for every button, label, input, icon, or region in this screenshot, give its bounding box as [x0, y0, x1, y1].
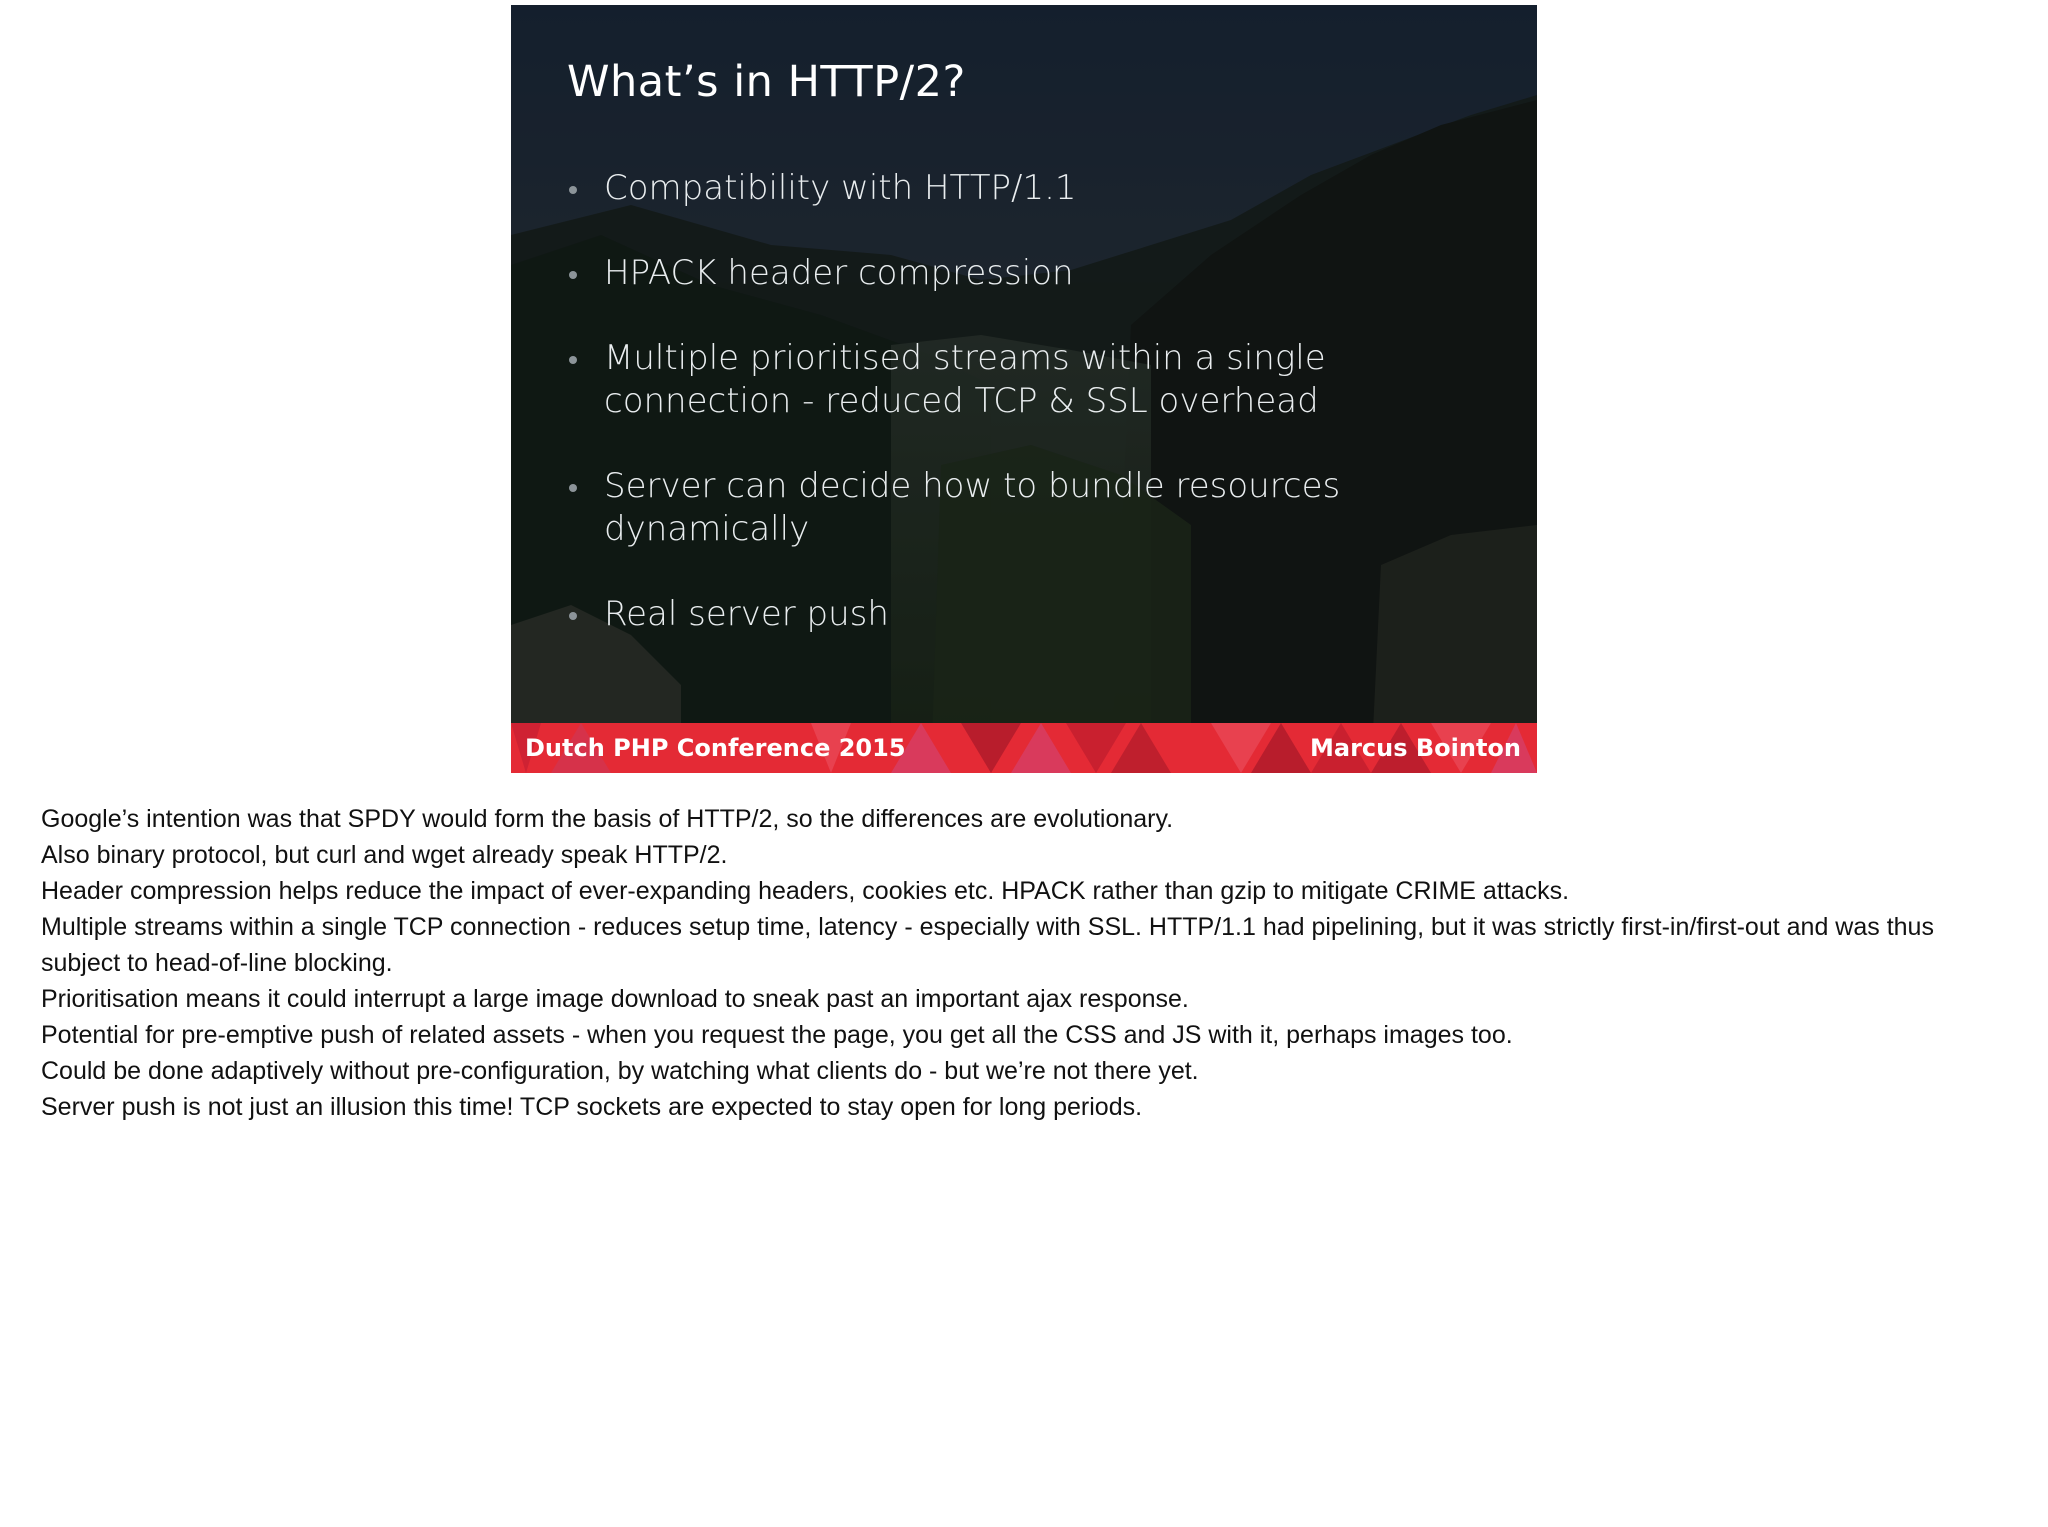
speaker-note-line: Multiple streams within a single TCP connection - reduces setup time, latency - especially with SSL. HTTP/1.1 had pipelining, but it was strictly first-in/first-out and was thus subject to head-of-line blocking.	[41, 913, 1934, 977]
bullet-item	[567, 252, 1467, 295]
bullet-dot-icon	[569, 356, 577, 364]
speaker-note-line: Header compression helps reduce the impact of ever-expanding headers, cookies etc. HPACK rather than gzip to mitigate CRIME attacks.	[41, 877, 1570, 905]
bullet-item	[567, 593, 1467, 636]
slide-title: What’s in HTTP/2?	[567, 57, 966, 107]
footer-conference-name: Dutch PHP Conference 2015	[525, 734, 906, 762]
speaker-note-line: Google’s intention was that SPDY would form the basis of HTTP/2, so the differences are evolutionary.	[41, 805, 1174, 833]
bullet-item	[567, 465, 1364, 551]
bullet-text: Real server push	[604, 594, 889, 634]
bullet-dot-icon	[569, 271, 577, 279]
speaker-notes	[41, 801, 2016, 1125]
bullet-dot-icon	[569, 612, 577, 620]
bullet-dot-icon	[569, 186, 577, 194]
bullet-text: HPACK header compression	[604, 253, 1074, 293]
presentation-slide	[511, 5, 1537, 773]
bullet-item	[567, 337, 1364, 423]
conference-footer-band	[511, 723, 1537, 773]
bullet-text: Multiple prioritised streams within a single connection - reduced TCP & SSL overhead	[604, 338, 1326, 421]
bullet-text: Server can decide how to bundle resources dynamically	[604, 466, 1341, 549]
speaker-note-line: Also binary protocol, but curl and wget already speak HTTP/2.	[41, 841, 728, 869]
speaker-note-line: Potential for pre-emptive push of related assets - when you request the page, you get all the CSS and JS with it, perhaps images too.	[41, 1021, 1513, 1049]
bullet-dot-icon	[569, 484, 577, 492]
speaker-note-line: Could be done adaptively without pre-configuration, by watching what clients do - but we’re not there yet.	[41, 1057, 1199, 1085]
speaker-note-line: Server push is not just an illusion this time! TCP sockets are expected to stay open for long periods.	[41, 1093, 1143, 1121]
bullet-item	[567, 167, 1467, 210]
slide-bullet-list	[567, 167, 1467, 678]
footer-speaker-name: Marcus Bointon	[1309, 734, 1521, 762]
bullet-text: Compatibility with HTTP/1.1	[604, 168, 1077, 208]
speaker-note-line: Prioritisation means it could interrupt a large image download to sneak past an important ajax response.	[41, 985, 1189, 1013]
